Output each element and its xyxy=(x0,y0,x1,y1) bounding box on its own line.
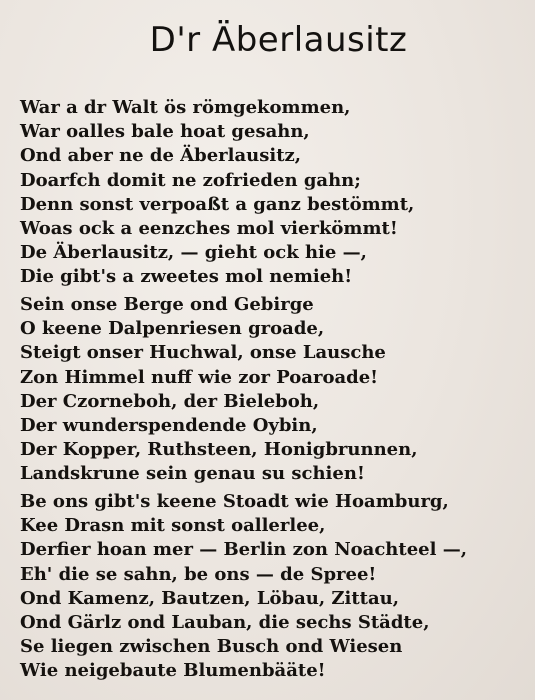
poem-line: Ond aber ne de Äberlausitz, xyxy=(20,145,302,167)
poem-line: Kee Drasn mit sonst oallerlee, xyxy=(20,515,326,537)
poem-line: Zon Himmel nuff wie zor Poaroade! xyxy=(20,366,379,388)
poem-line: Steigt onser Huchwal, onse Lausche xyxy=(20,342,386,364)
poem-line: Derfier hoan mer — Berlin zon Noachteel —, xyxy=(20,539,467,561)
poem-line: De Äberlausitz, — gieht ock hie —, xyxy=(20,242,367,264)
poem-line: Landskrune sein genau su schien! xyxy=(20,463,365,485)
poem-line: War oalles bale hoat gesahn, xyxy=(20,121,310,143)
poem-line: Se liegen zwischen Busch ond Wiesen xyxy=(20,636,403,658)
poem-line: O keene Dalpenriesen groade, xyxy=(20,318,325,340)
stanza-3 xyxy=(20,490,520,684)
poem-line: Denn sonst verpoaßt a ganz bestömmt, xyxy=(20,193,415,215)
poem-line: Die gibt's a zweetes mol nemieh! xyxy=(20,266,353,288)
poem-line: Ond Kamenz, Bautzen, Löbau, Zittau, xyxy=(20,587,399,609)
poem-line: Der wunderspendende Oybin, xyxy=(20,414,318,436)
poem-line: Woas ock a eenzches mol vierkömmt! xyxy=(20,217,398,239)
poem-line: Ond Gärlz ond Lauban, die sechs Städte, xyxy=(20,611,430,633)
poem-line: Der Kopper, Ruthsteen, Honigbrunnen, xyxy=(20,439,418,461)
poem-line: Be ons gibt's keene Stoadt wie Hoamburg, xyxy=(20,491,449,512)
stanza-2 xyxy=(20,293,520,487)
poem-line: Der Czorneboh, der Bieleboh, xyxy=(20,390,320,412)
stanza-1 xyxy=(20,96,520,290)
poem-line: Wie neigebaute Blumenbääte! xyxy=(20,660,326,682)
poem-line: Eh' die se sahn, be ons — de Spree! xyxy=(20,563,377,585)
poem-line: War a dr Walt ös römgekommen, xyxy=(20,97,351,118)
poem-title: D'r Äberlausitz xyxy=(149,20,408,60)
poem-line: Doarfch domit ne zofrieden gahn; xyxy=(20,169,361,191)
poem-line: Sein onse Berge ond Gebirge xyxy=(20,294,314,315)
